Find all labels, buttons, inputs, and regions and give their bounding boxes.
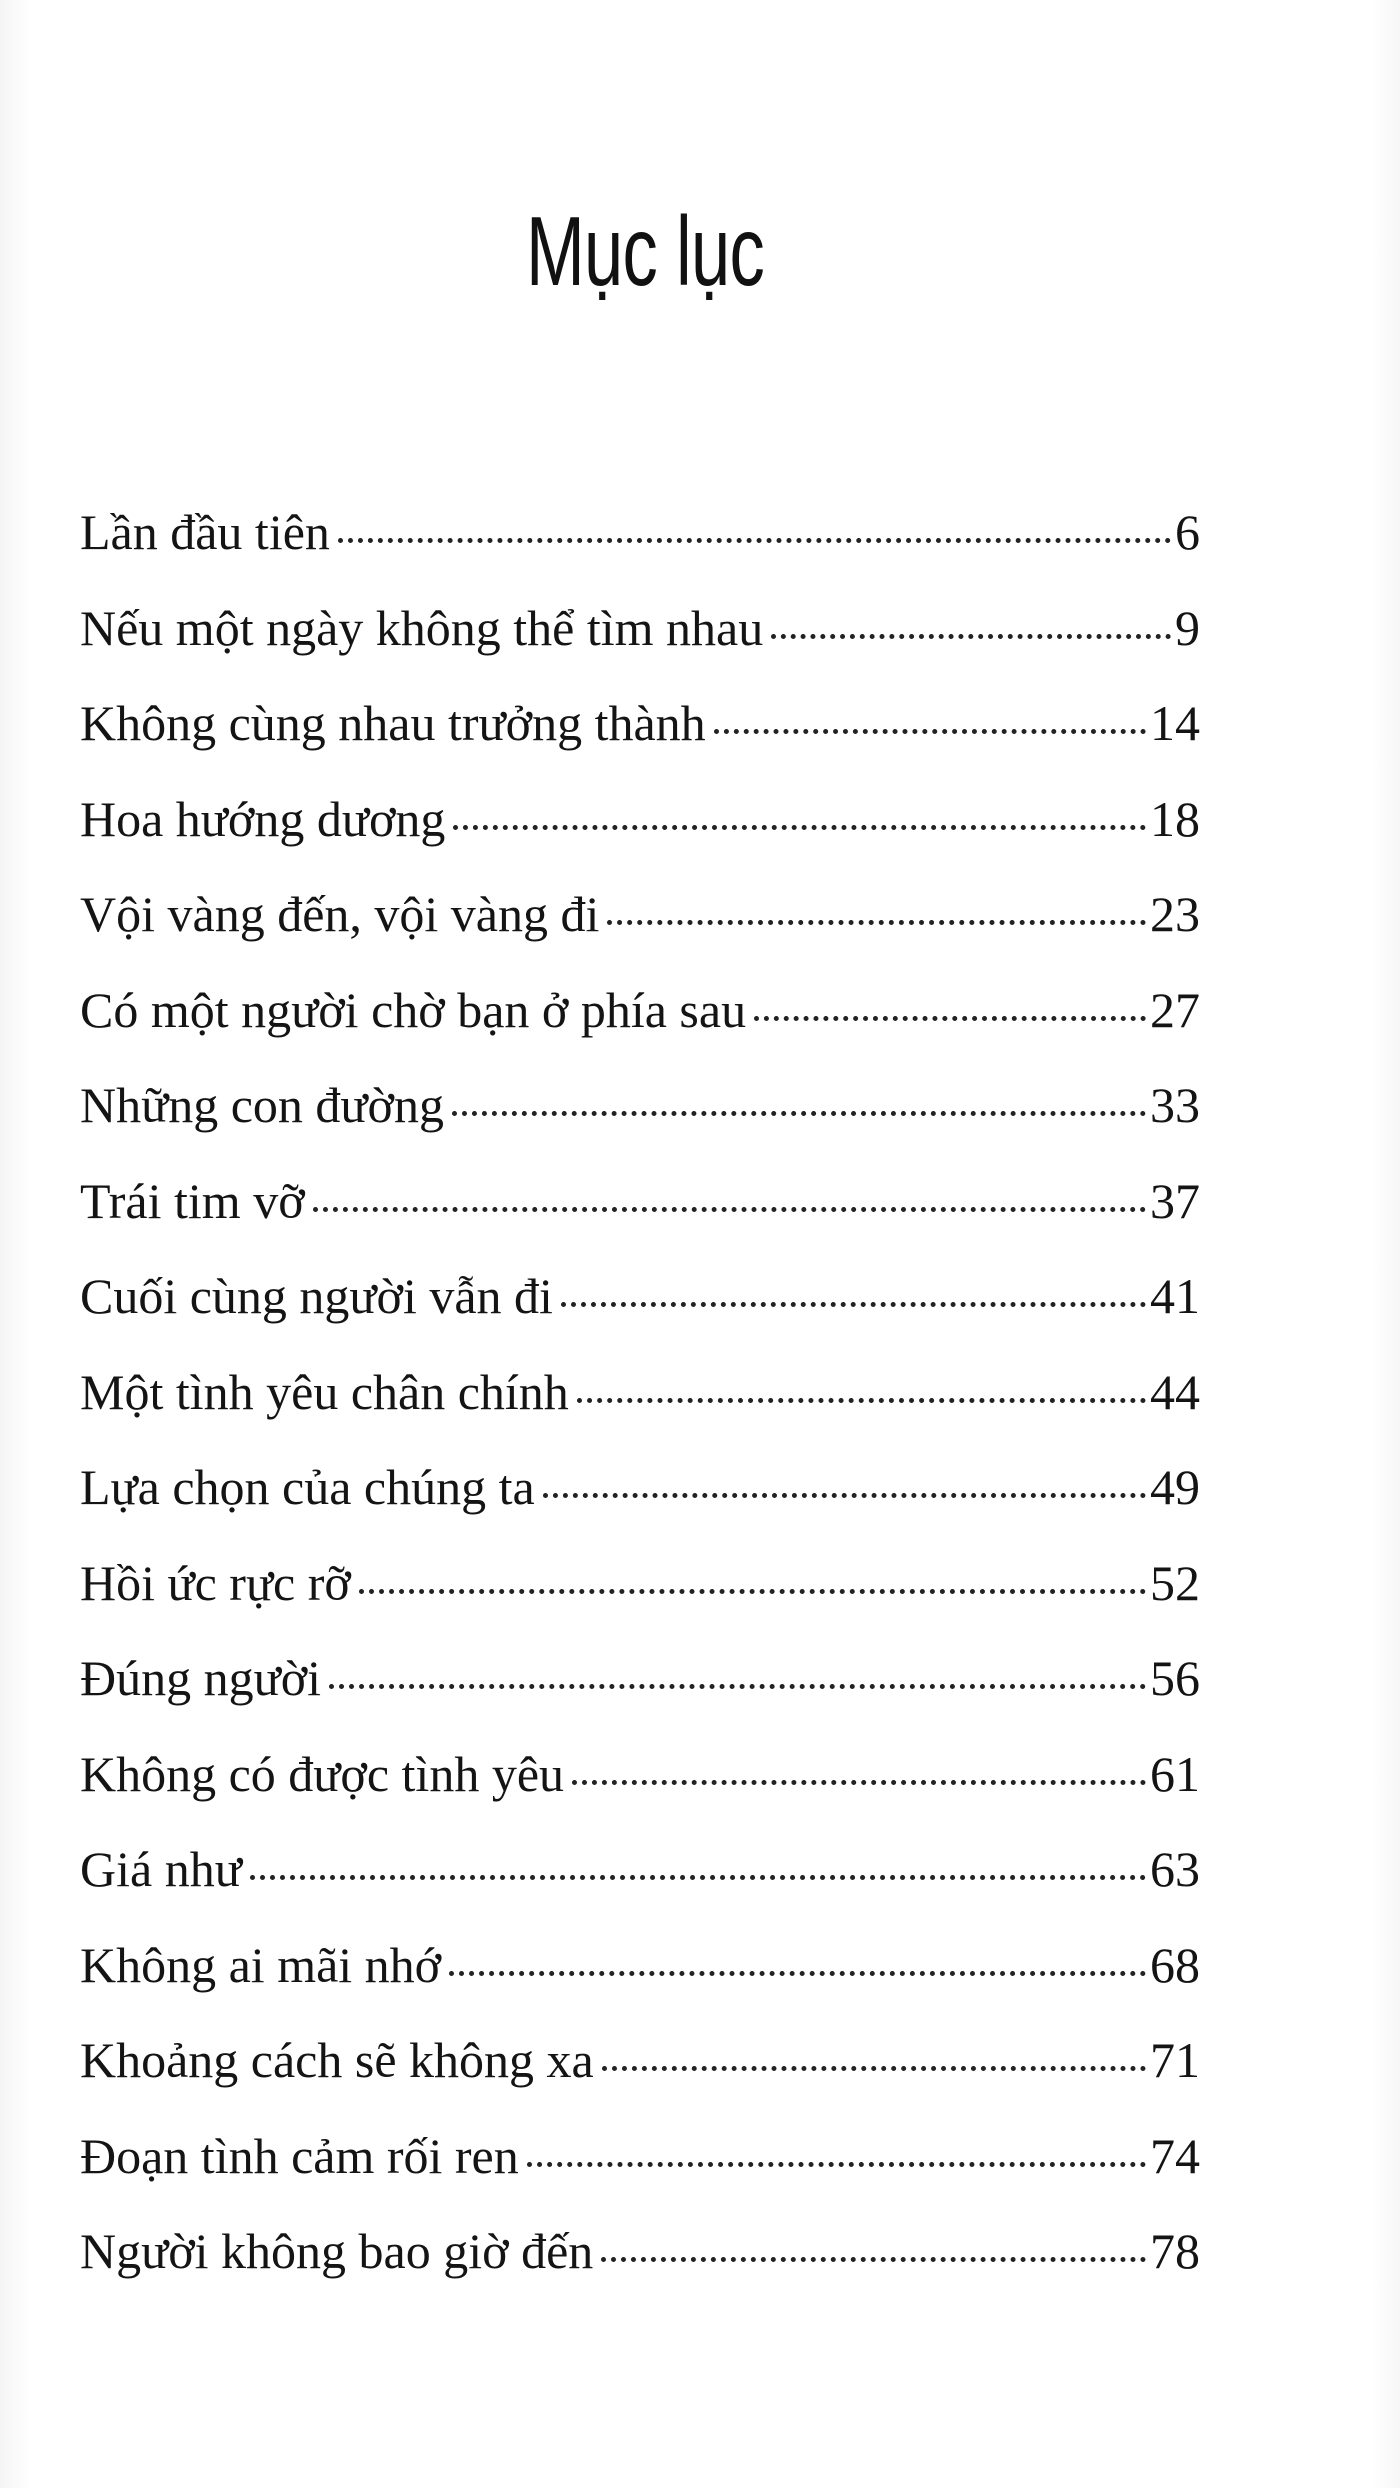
toc-entry — [80, 1918, 1200, 2014]
toc-entry — [80, 1058, 1200, 1154]
toc-entry — [80, 581, 1200, 677]
page-title: Mục lục — [525, 196, 765, 306]
toc-entry-page-number: 9 — [1175, 599, 1200, 656]
toc-entry — [80, 963, 1200, 1059]
toc-entry-title: Đoạn tình cảm rối ren — [80, 2127, 519, 2184]
toc-entry — [80, 2109, 1200, 2205]
dot-leader — [453, 825, 1146, 830]
toc-entry-page-number: 23 — [1150, 886, 1200, 942]
toc-entry — [80, 1345, 1200, 1441]
toc-entry-page-number: 14 — [1150, 695, 1200, 751]
toc-entry-title: Nếu một ngày không thể tìm nhau — [80, 599, 764, 656]
toc-entry — [80, 772, 1200, 868]
toc-entry-title: Giá như — [80, 1841, 242, 1897]
toc-entry-page-number: 74 — [1150, 2127, 1200, 2184]
dot-leader — [714, 729, 1146, 734]
toc-entry-page-number: 33 — [1150, 1077, 1200, 1133]
dot-leader — [561, 1302, 1146, 1307]
toc-entry-page-number: 6 — [1175, 504, 1200, 560]
toc-entry — [80, 2204, 1200, 2300]
dot-leader — [452, 1111, 1146, 1116]
toc-entry-title: Hồi ức rực rỡ — [80, 1554, 351, 1611]
toc-entry — [80, 2013, 1200, 2109]
toc-entry-page-number: 27 — [1150, 981, 1200, 1038]
toc-entry-title: Lựa chọn của chúng ta — [80, 1459, 535, 1515]
toc-entry-page-number: 56 — [1150, 1650, 1200, 1706]
toc-entry-page-number: 52 — [1150, 1554, 1200, 1611]
toc-entry-title: Trái tim vỡ — [80, 1172, 305, 1229]
dot-leader — [607, 920, 1146, 925]
toc-entry-page-number: 71 — [1150, 2032, 1200, 2088]
dot-leader — [449, 1971, 1146, 1976]
toc-entry-page-number: 63 — [1150, 1841, 1200, 1897]
toc-entry-page-number: 44 — [1150, 1363, 1200, 1420]
toc-entry-title: Một tình yêu chân chính — [80, 1363, 569, 1420]
toc-entry-title: Khoảng cách sẽ không xa — [80, 2032, 594, 2088]
toc-entry — [80, 1440, 1200, 1536]
toc-entry — [80, 1154, 1200, 1250]
dot-leader — [329, 1684, 1146, 1689]
toc-entry — [80, 867, 1200, 963]
toc-entry-page-number: 18 — [1150, 790, 1200, 847]
dot-leader — [601, 2257, 1146, 2262]
toc-entry — [80, 1631, 1200, 1727]
toc-entry-page-number: 37 — [1150, 1172, 1200, 1229]
toc-entry — [80, 1536, 1200, 1632]
toc-entry-title: Hoa hướng dương — [80, 790, 446, 847]
toc-entry-title: Cuối cùng người vẫn đi — [80, 1268, 553, 1324]
toc-entry-page-number: 78 — [1150, 2223, 1200, 2279]
dot-leader — [754, 1016, 1146, 1021]
toc-entry-title: Vội vàng đến, vội vàng đi — [80, 886, 600, 942]
toc-entry — [80, 485, 1200, 581]
toc-entry-page-number: 41 — [1150, 1268, 1200, 1324]
toc-entry — [80, 1727, 1200, 1823]
dot-leader — [313, 1207, 1146, 1212]
dot-leader — [338, 538, 1171, 543]
dot-leader — [543, 1493, 1146, 1498]
dot-leader — [577, 1398, 1146, 1403]
toc-entry-title: Không có được tình yêu — [80, 1745, 565, 1802]
toc-entry-title: Không ai mãi nhớ — [80, 1936, 442, 1993]
toc-entry-title: Những con đường — [80, 1077, 444, 1133]
toc-entry-title: Người không bao giờ đến — [80, 2223, 594, 2279]
dot-leader — [602, 2066, 1146, 2071]
dot-leader — [771, 634, 1171, 639]
toc-entry-page-number: 61 — [1150, 1745, 1200, 1802]
toc-entry-title: Không cùng nhau trưởng thành — [80, 695, 706, 751]
table-of-contents — [80, 485, 1200, 2300]
toc-entry — [80, 1822, 1200, 1918]
toc-entry — [80, 1249, 1200, 1345]
dot-leader — [359, 1589, 1146, 1594]
toc-entry-title: Đúng người — [80, 1650, 322, 1706]
toc-entry-title: Có một người chờ bạn ở phía sau — [80, 981, 747, 1038]
dot-leader — [527, 2162, 1146, 2167]
toc-entry-page-number: 68 — [1150, 1936, 1200, 1993]
toc-entry-page-number: 49 — [1150, 1459, 1200, 1515]
dot-leader — [572, 1780, 1146, 1785]
toc-entry — [80, 676, 1200, 772]
dot-leader — [250, 1875, 1146, 1880]
toc-entry-title: Lần đầu tiên — [80, 504, 330, 560]
